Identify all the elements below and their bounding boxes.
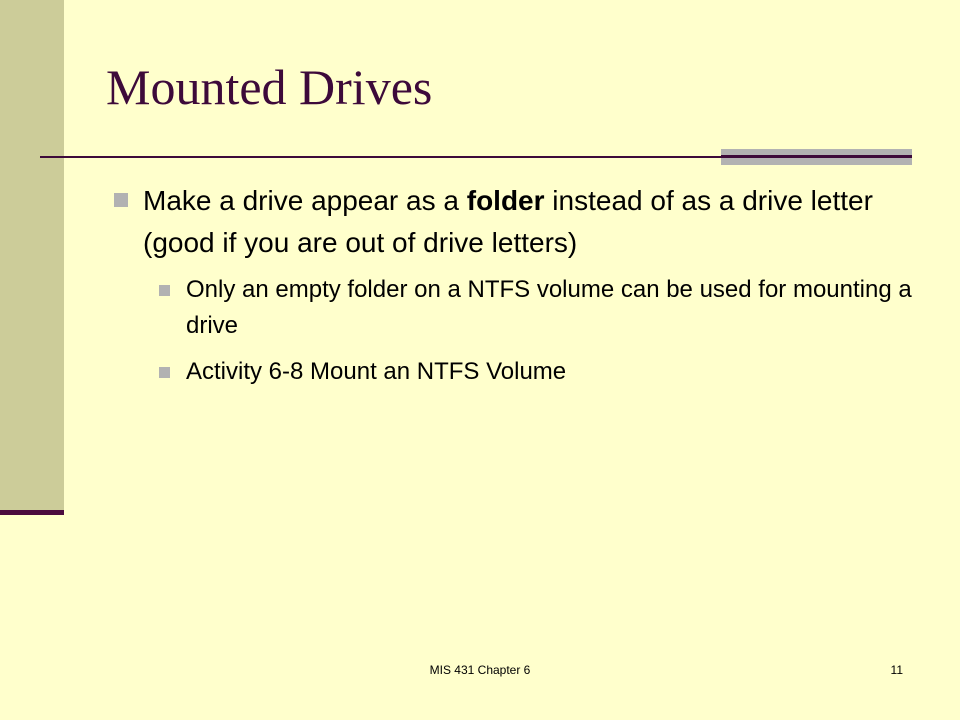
bullet-text-bold: folder (466, 185, 545, 216)
bullet-item (112, 180, 912, 264)
bullet-list (112, 180, 912, 400)
square-bullet-icon (159, 285, 170, 296)
bullet-text-start: Make a drive appear as a (143, 185, 467, 216)
sub-bullet-item (155, 354, 912, 390)
page-number: 11 (890, 663, 903, 677)
sub-bullet-text: Only an empty folder on a NTFS volume can be used for mounting a drive (186, 276, 912, 339)
left-decorative-bar (0, 0, 64, 512)
square-bullet-icon (114, 193, 128, 207)
bullet-text-end: instead of as a drive letter (good if you are out of drive letters) (143, 185, 873, 258)
title-accent-line (721, 155, 912, 158)
left-bar-accent-line (0, 510, 64, 515)
square-bullet-icon (159, 367, 170, 378)
sub-bullet-text: Activity 6-8 Mount an NTFS Volume (186, 358, 567, 385)
slide-title: Mounted Drives (106, 59, 433, 115)
sub-bullet-item (155, 272, 912, 344)
footer-text: MIS 431 Chapter 6 (429, 663, 531, 677)
